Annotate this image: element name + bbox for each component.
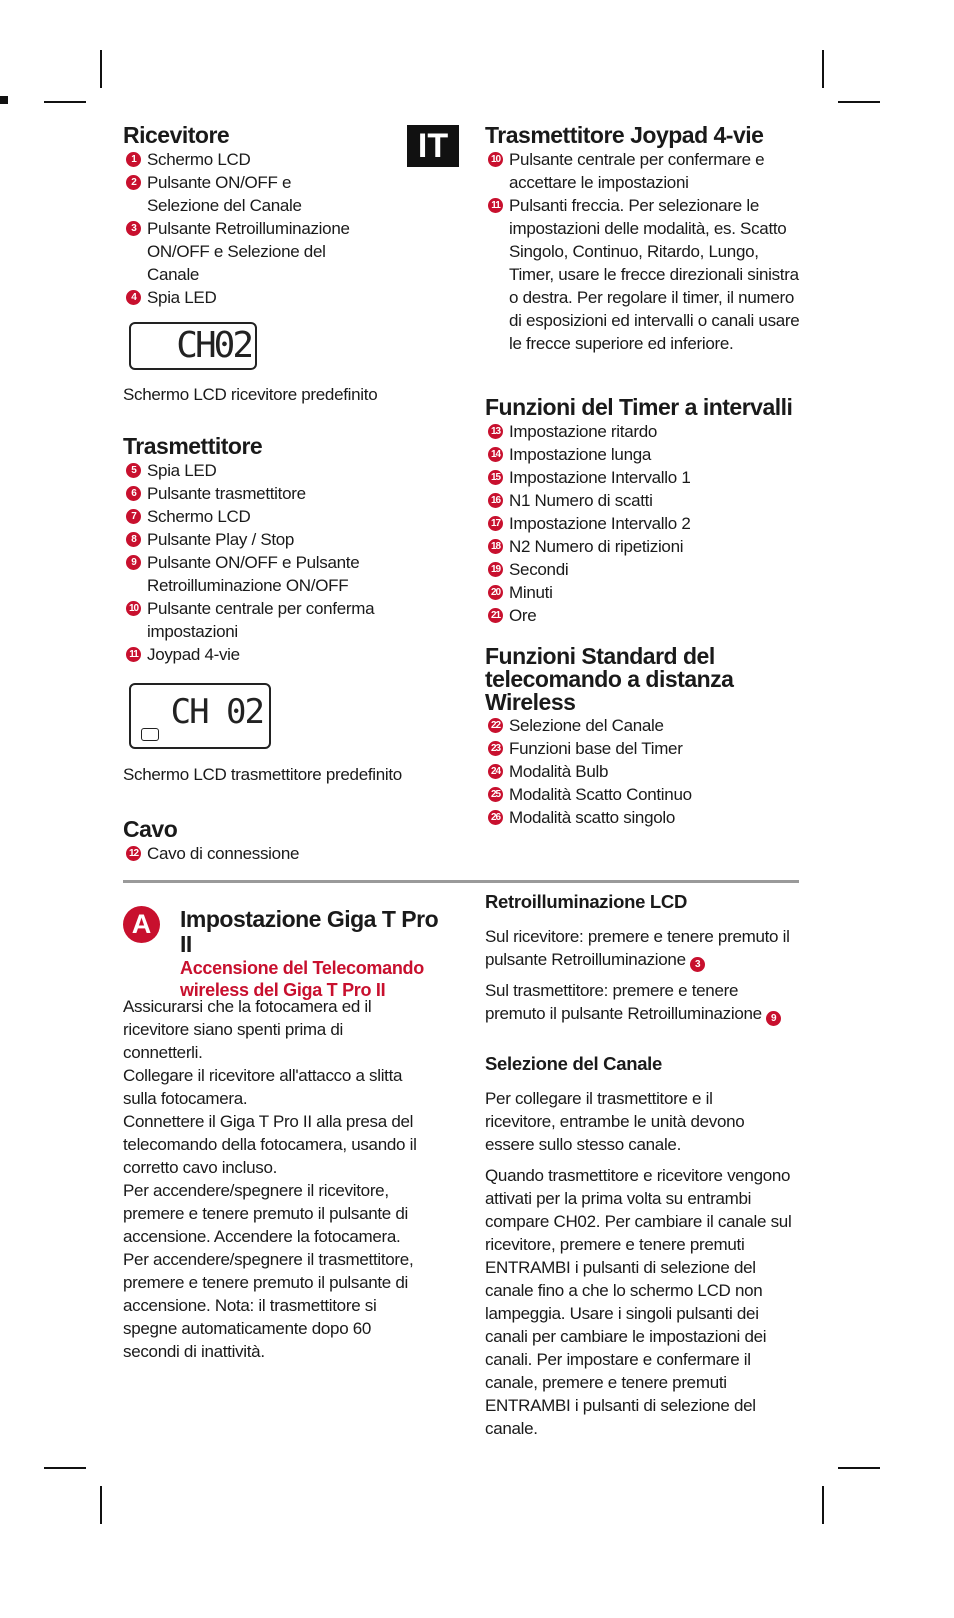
crop-mark bbox=[44, 101, 86, 103]
number-badge: 4 bbox=[126, 290, 141, 305]
number-badge: 11 bbox=[488, 198, 503, 213]
list-item: 23 Funzioni base del Timer bbox=[485, 737, 800, 760]
paragraph: Per accendere/spegnere il trasmettitore, premere e tenere premuto il pulsante di accensione. Nota: il trasmettitore si spegne automaticamente dopo 60 secondi di inattività. bbox=[123, 1250, 414, 1361]
list-item: 7 Schermo LCD bbox=[123, 505, 393, 528]
list-item: 26 Modalità scatto singolo bbox=[485, 806, 800, 829]
joypad-list bbox=[485, 148, 800, 355]
crop-mark bbox=[100, 50, 102, 88]
list-item: 24 Modalità Bulb bbox=[485, 760, 800, 783]
crop-mark bbox=[100, 1486, 102, 1524]
cable-section bbox=[123, 817, 393, 865]
number-badge: 3 bbox=[126, 221, 141, 236]
list-item: 4 Spia LED bbox=[123, 286, 383, 309]
number-badge: 6 bbox=[126, 486, 141, 501]
lcd-readout: CH02 bbox=[176, 325, 251, 366]
transmitter-section bbox=[123, 434, 393, 666]
list-item: 6 Pulsante trasmettitore bbox=[123, 482, 393, 505]
number-badge: 12 bbox=[126, 846, 141, 861]
setup-header bbox=[180, 907, 440, 1001]
list-item: 13 Impostazione ritardo bbox=[485, 420, 800, 443]
setup-body bbox=[123, 995, 425, 1363]
list-item: 1 Schermo LCD bbox=[123, 148, 357, 171]
receiver-lcd-caption: Schermo LCD ricevitore predefinito bbox=[123, 385, 378, 404]
receiver-title: Ricevitore bbox=[123, 122, 230, 148]
number-badge: 1 bbox=[126, 152, 141, 167]
list-item: 2 Pulsante ON/OFF e Selezione del Canale bbox=[123, 171, 307, 217]
number-badge: 9 bbox=[766, 1011, 781, 1026]
crop-mark bbox=[44, 1467, 86, 1469]
list-item: 21 Ore bbox=[485, 604, 800, 627]
number-badge: 26 bbox=[488, 810, 503, 825]
number-badge: 8 bbox=[126, 532, 141, 547]
transmitter-lcd bbox=[129, 683, 271, 749]
number-badge: 25 bbox=[488, 787, 503, 802]
transmitter-lcd-caption: Schermo LCD trasmettitore predefinito bbox=[123, 765, 402, 784]
backlight-title: Retroilluminazione LCD bbox=[485, 891, 688, 912]
list-item: 16 N1 Numero di scatti bbox=[485, 489, 800, 512]
list-item: 20 Minuti bbox=[485, 581, 800, 604]
crop-mark bbox=[838, 1467, 880, 1469]
paragraph: Connettere il Giga T Pro II alla presa del telecomando della fotocamera, usando il corretto cavo incluso. bbox=[123, 1112, 417, 1177]
cable-list bbox=[123, 842, 393, 865]
backlight-section bbox=[485, 891, 803, 1025]
number-badge: 20 bbox=[488, 585, 503, 600]
receiver-lcd bbox=[129, 322, 257, 370]
number-badge: 19 bbox=[488, 562, 503, 577]
list-item: 10 Pulsante centrale per confermare e accettare le impostazioni bbox=[485, 148, 799, 194]
timer-list bbox=[485, 420, 800, 627]
number-badge: 10 bbox=[126, 601, 141, 616]
number-badge: 17 bbox=[488, 516, 503, 531]
standard-list bbox=[485, 714, 800, 829]
number-badge: 22 bbox=[488, 718, 503, 733]
list-item: 25 Modalità Scatto Continuo bbox=[485, 783, 800, 806]
number-badge: 15 bbox=[488, 470, 503, 485]
timer-section bbox=[485, 395, 800, 627]
list-item: 12 Cavo di connessione bbox=[123, 842, 393, 865]
timer-title: Funzioni del Timer a intervalli bbox=[485, 394, 793, 420]
number-badge: 5 bbox=[126, 463, 141, 478]
crop-mark bbox=[822, 50, 824, 88]
joypad-section bbox=[485, 123, 800, 355]
list-item: 22 Selezione del Canale bbox=[485, 714, 800, 737]
number-badge: 16 bbox=[488, 493, 503, 508]
list-item: 11 Pulsanti freccia. Per selezionare le impostazioni delle modalità, es. Scatto Singolo, Continuo, Ritardo, Lungo, Timer, usare le frecce direzionali sinistra o destra. Per regolare il timer, il numero di esposizioni ed intervalli o canali usare le frecce superiore ed inferiore. bbox=[485, 194, 801, 355]
list-item: 19 Secondi bbox=[485, 558, 800, 581]
number-badge: 3 bbox=[690, 957, 705, 972]
lcd-readout: CH 02 bbox=[170, 692, 263, 732]
paragraph: Per accendere/spegnere il ricevitore, premere e tenere premuto il pulsante di accensione. Accendere la fotocamera. bbox=[123, 1181, 409, 1246]
standard-title: Funzioni Standard del telecomando a distanza Wireless bbox=[485, 643, 734, 715]
joypad-title: Trasmettitore Joypad 4-vie bbox=[485, 122, 764, 148]
number-badge: 18 bbox=[488, 539, 503, 554]
receiver-section bbox=[123, 123, 383, 309]
standard-section bbox=[485, 645, 800, 829]
list-item: 9 Pulsante ON/OFF e Pulsante Retroilluminazione ON/OFF bbox=[123, 551, 387, 597]
paragraph: Sul trasmettitore: premere e tenere premuto il pulsante Retroilluminazione 9 bbox=[485, 979, 795, 1025]
number-badge: 11 bbox=[126, 647, 141, 662]
channel-title: Selezione del Canale bbox=[485, 1053, 663, 1074]
setup-title: Impostazione Giga T Pro II bbox=[180, 906, 439, 957]
receiver-list bbox=[123, 148, 383, 309]
number-badge: 21 bbox=[488, 608, 503, 623]
number-badge: 13 bbox=[488, 424, 503, 439]
paragraph: Quando trasmettitore e ricevitore vengono attivati per la prima volta su entrambi compare CH02. Per cambiare il canale sul ricevitore, premere e tenere premuti ENTRAMBI i pulsanti di selezione del canale fino a che lo schermo LCD non lampeggia. Usare i singoli pulsanti dei canali per cambiare le impostazioni dei canali. Per impostare e confermare il canale, premere e tenere premuti ENTRAMBI i pulsanti di selezione del canale. bbox=[485, 1166, 792, 1438]
number-badge: 10 bbox=[488, 152, 503, 167]
section-a-badge: A bbox=[123, 906, 160, 943]
cable-title: Cavo bbox=[123, 816, 178, 842]
list-item: 5 Spia LED bbox=[123, 459, 393, 482]
list-item: 10 Pulsante centrale per conferma impostazioni bbox=[123, 597, 412, 643]
channel-section bbox=[485, 1053, 800, 1440]
paragraph: Assicurarsi che la fotocamera ed il ricevitore siano spenti prima di connetterli. bbox=[123, 997, 372, 1062]
number-badge: 14 bbox=[488, 447, 503, 462]
number-badge: 23 bbox=[488, 741, 503, 756]
list-item: 15 Impostazione Intervallo 1 bbox=[485, 466, 800, 489]
section-divider bbox=[123, 880, 799, 883]
paragraph: Per collegare il trasmettitore e il ricevitore, entrambe le unità devono essere sullo stesso canale. bbox=[485, 1089, 745, 1154]
list-item: 11 Joypad 4-vie bbox=[123, 643, 393, 666]
transmitter-title: Trasmettitore bbox=[123, 433, 263, 459]
crop-mark bbox=[0, 96, 8, 104]
list-item: 8 Pulsante Play / Stop bbox=[123, 528, 393, 551]
transmitter-list bbox=[123, 459, 393, 666]
list-item: 3 Pulsante Retroilluminazione ON/OFF e Selezione del Canale bbox=[123, 217, 362, 286]
paragraph: Sul ricevitore: premere e tenere premuto il pulsante Retroilluminazione 3 bbox=[485, 927, 790, 970]
lcd-indicator bbox=[141, 728, 159, 741]
setup-subtitle: Accensione del Telecomando wireless del Giga T Pro II bbox=[180, 958, 424, 1000]
crop-mark bbox=[838, 101, 880, 103]
paragraph: Collegare il ricevitore all'attacco a slitta sulla fotocamera. bbox=[123, 1066, 403, 1108]
list-item: 18 N2 Numero di ripetizioni bbox=[485, 535, 800, 558]
number-badge: 2 bbox=[126, 175, 141, 190]
list-item: 17 Impostazione Intervallo 2 bbox=[485, 512, 800, 535]
number-badge: 9 bbox=[126, 555, 141, 570]
number-badge: 24 bbox=[488, 764, 503, 779]
language-badge: IT bbox=[407, 125, 459, 167]
number-badge: 7 bbox=[126, 509, 141, 524]
list-item: 14 Impostazione lunga bbox=[485, 443, 800, 466]
crop-mark bbox=[822, 1486, 824, 1524]
